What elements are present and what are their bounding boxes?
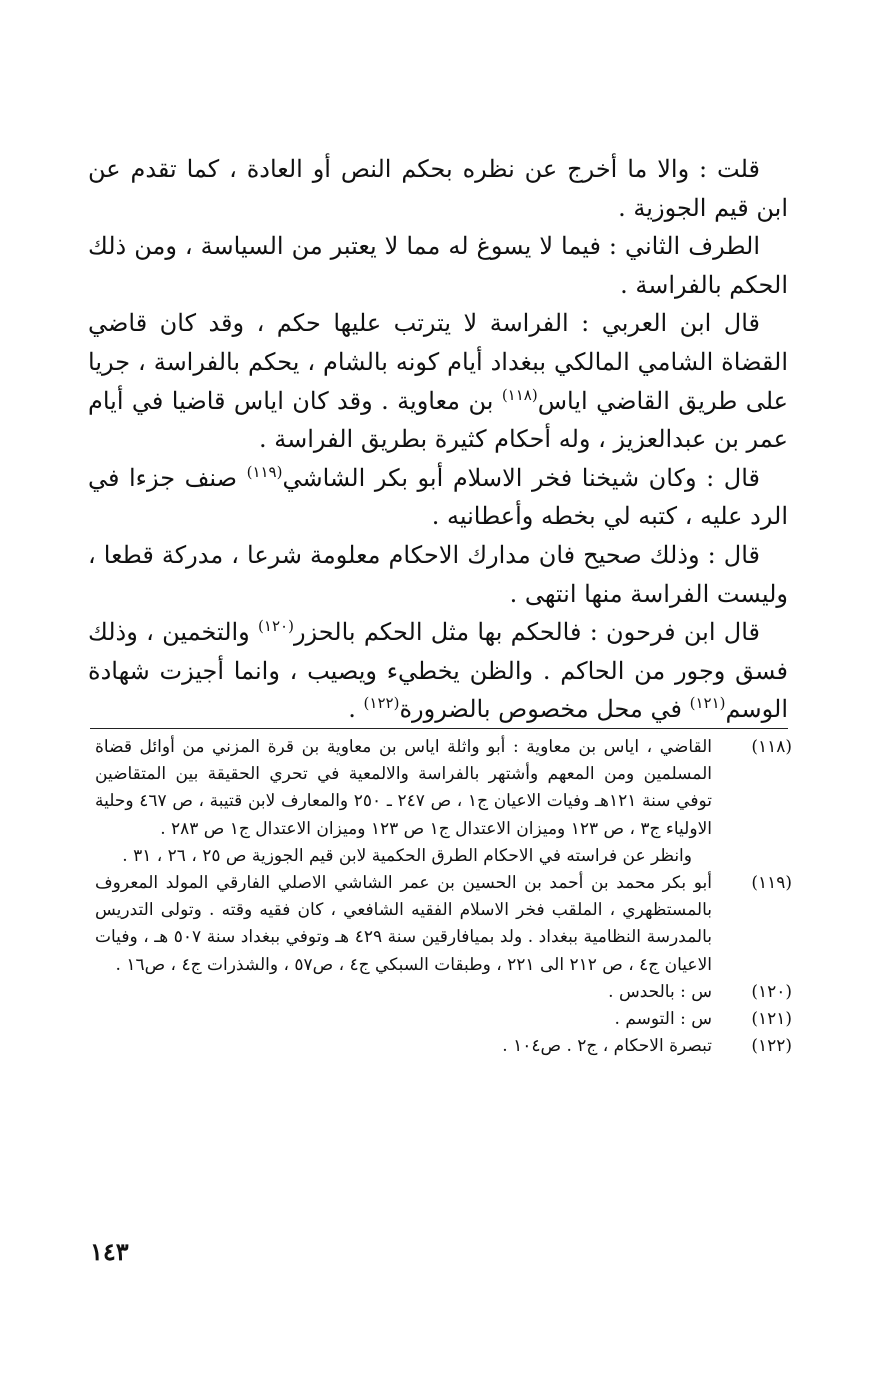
footnote-ref-118: (١١٨) (501, 385, 538, 404)
footnotes (95, 734, 792, 1060)
paragraph-text: في محل مخصوص بالضرورة (399, 695, 690, 724)
footnote-number: (١٢١) (751, 1009, 792, 1030)
paragraph-text: قال ابن فرحون : فالحكم بها مثل الحكم بالحزر (293, 618, 760, 647)
footnote-text: س : التوسم . (614, 1009, 712, 1030)
paragraph-text: . (348, 695, 364, 724)
footnote-body (95, 734, 712, 870)
footnote-body (95, 1006, 712, 1033)
footnote-ref-119: (١١٩) (246, 462, 283, 481)
paragraph-text: الطرف الثاني : فيما لا يسوغ له مما لا يعتبر من السياسة ، ومن ذلك الحكم بالفراسة . (88, 232, 788, 299)
footnote-text: القاضي ، اياس بن معاوية : أبو واثلة اياس بن معاوية بن قرة المزني من أوائل قضاة المسلمين ومن المعهم وأشتهر بالفراسة والالمعية في تحري الحقيقة بين المتقاضين توفي سنة ١٢١هـ وفيات الاعيان ج١ ، ص ٢٤٧ ـ ٢٥٠ والمعارف لابن قتيبة ، ص ٤٦٧ وحلية الاولياء ج٣ ، ص ١٢٣ وميزان الاعتدال ج١ ص ١٢٣ وميزان الاعتدال ج١ ص ٢٨٣ . (95, 737, 712, 839)
paragraph-text: صنف جزءا في الرد عليه ، كتبه لي بخطه وأعطانيه . (88, 463, 788, 531)
footnote-121 (95, 1006, 792, 1033)
footnote-119 (95, 870, 792, 979)
paragraph-4 (88, 459, 788, 536)
paragraph-6 (88, 613, 788, 729)
paragraph-text: قال ابن العربي : الفراسة لا يترتب عليها حكم ، وقد كان قاضي القضاة الشامي المالكي ببغداد أيام كونه بالشام ، يحكم بالفراسة ، جريا على طريق القاضي اياس (88, 309, 788, 415)
footnote-text: وانظر عن فراسته في الاحكام الطرق الحكمية لابن قيم الجوزية ص ٢٥ ، ٢٦ ، ٣١ . (122, 845, 692, 866)
main-text (88, 150, 788, 729)
footnote-text: س : بالحدس . (608, 981, 712, 1002)
footnote-ref-120: (١٢٠) (258, 617, 294, 636)
footnote-120 (95, 979, 792, 1006)
page-number: ١٤٣ (90, 1237, 129, 1266)
footnote-separator (90, 728, 788, 729)
footnote-number: (١١٩) (751, 873, 792, 894)
footnote-122 (95, 1033, 792, 1060)
paragraph-text: قلت : والا ما أخرج عن نظره بحكم النص أو العادة ، كما تقدم عن ابن قيم الجوزية . (88, 155, 788, 222)
paragraph-text: والتخمين ، وذلك فسق وجور من الحاكم . والظن يخطيء ويصيب ، وانما أجيزت شهادة الوسم (88, 618, 788, 724)
paragraph-text: قال : وذلك صحيح فان مدارك الاحكام معلومة شرعا ، مدركة قطعا ، وليست الفراسة منها انتهى . (88, 540, 788, 608)
footnote-number: (١٢٠) (751, 981, 792, 1002)
footnote-number: (١٢٢) (751, 1036, 792, 1057)
footnote-ref-121: (١٢١) (689, 694, 726, 713)
footnote-ref-122: (١٢٢) (363, 694, 400, 713)
footnote-text: أبو بكر محمد بن أحمد بن الحسين بن عمر الشاشي الاصلي الفارقي المولد المعروف بالمستظهري ، الملقب فخر الاسلام الفقيه الشافعي ، كان فقيه وقته . وتولى التدريس بالمدرسة النظامية ببغداد . ولد بميافارقين سنة ٤٢٩ هـ وتوفي ببغداد سنة ٥٠٧ هـ ، وفيات الاعيان ج٤ ، ص ٢١٢ الى ٢٢١ ، وطبقات السبكي ج٤ ، ص٥٧ ، والشذرات ج٤ ، ص١٦ . (95, 873, 712, 975)
paragraph-text: بن معاوية . وقد كان اياس قاضيا في أيام عمر بن عبدالعزيز ، وله أحكام كثيرة بطريق الفراسة . (88, 386, 788, 454)
footnote-118 (95, 734, 792, 870)
paragraph-5 (88, 536, 788, 613)
footnote-body (95, 870, 712, 979)
footnote-body (95, 979, 712, 1006)
paragraph-2 (88, 227, 788, 304)
footnote-text: تبصرة الاحكام ، ج٢ . ص١٠٤ . (502, 1036, 712, 1057)
footnote-body (95, 1033, 712, 1060)
paragraph-1 (88, 150, 788, 227)
paragraph-3 (88, 304, 788, 458)
footnote-number: (١١٨) (751, 737, 792, 757)
paragraph-text: قال : وكان شيخنا فخر الاسلام أبو بكر الشاشي (282, 463, 760, 492)
